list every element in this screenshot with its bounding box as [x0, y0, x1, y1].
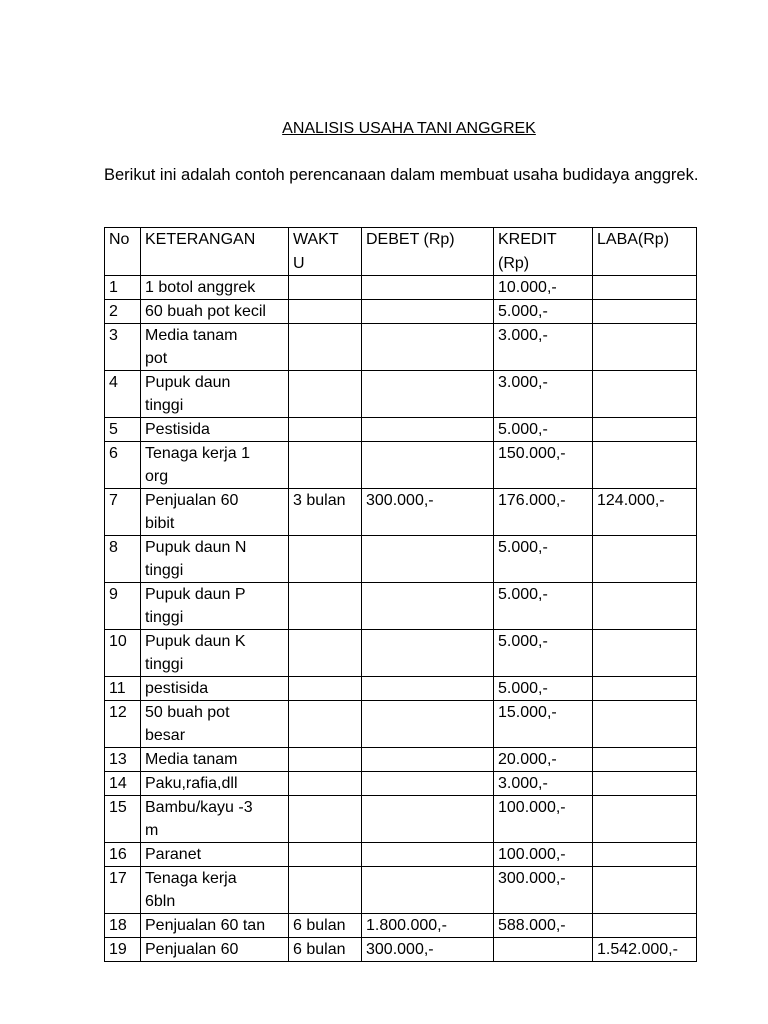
- cell-keterangan-line: bibit: [145, 515, 175, 532]
- cell-keterangan-line: besar: [145, 727, 186, 744]
- table-row: [105, 843, 697, 867]
- table-row: [105, 796, 697, 843]
- intro-paragraph: Berikut ini adalah contoh perencanaan dalam membuat usaha budidaya anggrek.: [104, 166, 699, 184]
- cell-debet: [362, 677, 494, 701]
- cell-keterangan: [141, 371, 289, 418]
- cell-keterangan: [141, 843, 289, 867]
- cell-debet: [362, 583, 494, 630]
- table-row: [105, 442, 697, 489]
- table-row: [105, 938, 697, 962]
- cell-laba: [593, 677, 697, 701]
- cell-no: 5: [105, 418, 141, 442]
- cell-waktu: [289, 701, 362, 748]
- cell-waktu: [289, 442, 362, 489]
- cell-no: 1: [105, 276, 141, 300]
- cell-kredit: 3.000,-: [494, 371, 593, 418]
- header-keterangan: KETERANGAN: [141, 228, 289, 276]
- cell-laba: [593, 748, 697, 772]
- cell-no: 6: [105, 442, 141, 489]
- cell-keterangan-line: tinggi: [145, 562, 184, 579]
- header-laba: LABA(Rp): [593, 228, 697, 276]
- cell-laba: [593, 796, 697, 843]
- header-waktu-line: U: [293, 254, 305, 272]
- cell-kredit: 15.000,-: [494, 701, 593, 748]
- header-kredit: [494, 228, 593, 276]
- table-row: [105, 489, 697, 536]
- table-row: [105, 300, 697, 324]
- cell-keterangan: [141, 300, 289, 324]
- cell-keterangan-line: Media tanam: [145, 751, 238, 768]
- header-debet: DEBET (Rp): [362, 228, 494, 276]
- cell-laba: [593, 843, 697, 867]
- cell-laba: [593, 583, 697, 630]
- cell-kredit: 176.000,-: [494, 489, 593, 536]
- cell-debet: [362, 300, 494, 324]
- table-header-row: [105, 228, 697, 276]
- cell-kredit: 5.000,-: [494, 630, 593, 677]
- cell-laba: [593, 276, 697, 300]
- cell-waktu: [289, 748, 362, 772]
- cell-no: 15: [105, 796, 141, 843]
- cell-keterangan: [141, 796, 289, 843]
- cell-keterangan: [141, 630, 289, 677]
- cell-no: 7: [105, 489, 141, 536]
- cell-debet: [362, 867, 494, 914]
- cell-keterangan-line: 1 botol anggrek: [145, 279, 256, 296]
- cell-kredit: 150.000,-: [494, 442, 593, 489]
- cell-keterangan-line: tinggi: [145, 609, 184, 626]
- cell-waktu: [289, 772, 362, 796]
- cell-debet: [362, 324, 494, 371]
- cell-laba: [593, 914, 697, 938]
- cell-no: 18: [105, 914, 141, 938]
- cell-no: 11: [105, 677, 141, 701]
- cell-keterangan-line: 6bln: [145, 893, 176, 910]
- cell-no: 12: [105, 701, 141, 748]
- cell-laba: 124.000,-: [593, 489, 697, 536]
- cell-keterangan-line: Pestisida: [145, 421, 210, 438]
- cell-keterangan: [141, 324, 289, 371]
- cell-kredit: 3.000,-: [494, 772, 593, 796]
- cell-keterangan-line: Media tanam: [145, 327, 238, 344]
- cell-no: 2: [105, 300, 141, 324]
- header-no: No: [105, 228, 141, 276]
- cell-keterangan-line: org: [145, 468, 169, 485]
- cell-keterangan: [141, 677, 289, 701]
- cell-keterangan-line: Paranet: [145, 846, 202, 863]
- cell-debet: [362, 796, 494, 843]
- table-row: [105, 371, 697, 418]
- cell-keterangan: [141, 276, 289, 300]
- cell-debet: [362, 371, 494, 418]
- cell-debet: [362, 536, 494, 583]
- cell-waktu: [289, 536, 362, 583]
- cell-laba: [593, 324, 697, 371]
- cell-keterangan-line: Pupuk daun: [145, 374, 231, 391]
- cell-keterangan-line: m: [145, 822, 159, 839]
- header-kredit-line: (Rp): [498, 254, 530, 272]
- cell-keterangan: [141, 536, 289, 583]
- cell-keterangan-line: tinggi: [145, 397, 184, 414]
- cell-laba: [593, 418, 697, 442]
- cell-keterangan: [141, 772, 289, 796]
- document-title: ANALISIS USAHA TANI ANGGREK: [282, 120, 536, 137]
- cell-no: 16: [105, 843, 141, 867]
- table-row: [105, 914, 697, 938]
- cell-kredit: 588.000,-: [494, 914, 593, 938]
- cell-waktu: 6 bulan: [289, 914, 362, 938]
- cell-waktu: [289, 677, 362, 701]
- cell-debet: 300.000,-: [362, 489, 494, 536]
- cell-no: 14: [105, 772, 141, 796]
- cell-waktu: [289, 324, 362, 371]
- cell-keterangan-line: Pupuk daun P: [145, 586, 246, 603]
- cell-keterangan-line: pot: [145, 350, 168, 367]
- table-row: [105, 677, 697, 701]
- cell-laba: [593, 701, 697, 748]
- cell-debet: [362, 276, 494, 300]
- cell-keterangan: [141, 442, 289, 489]
- cell-keterangan: [141, 867, 289, 914]
- cell-laba: 1.542.000,-: [593, 938, 697, 962]
- cell-debet: [362, 418, 494, 442]
- cell-no: 13: [105, 748, 141, 772]
- cell-waktu: [289, 371, 362, 418]
- cell-keterangan-line: Tenaga kerja: [145, 870, 237, 887]
- header-kredit-line: KREDIT: [498, 231, 557, 248]
- cell-kredit: 100.000,-: [494, 843, 593, 867]
- cell-keterangan: [141, 701, 289, 748]
- cell-no: 17: [105, 867, 141, 914]
- cell-waktu: [289, 796, 362, 843]
- cell-keterangan-line: Penjualan 60 tan: [145, 917, 266, 934]
- cell-waktu: [289, 276, 362, 300]
- cell-laba: [593, 536, 697, 583]
- cell-kredit: 300.000,-: [494, 867, 593, 914]
- table-row: [105, 630, 697, 677]
- cell-waktu: [289, 418, 362, 442]
- cell-kredit: 5.000,-: [494, 536, 593, 583]
- table-row: [105, 536, 697, 583]
- cell-no: 10: [105, 630, 141, 677]
- cell-keterangan-line: Pupuk daun N: [145, 539, 247, 556]
- cell-keterangan-line: Bambu/kayu -3: [145, 799, 253, 816]
- table-row: [105, 276, 697, 300]
- cell-keterangan-line: Pupuk daun K: [145, 633, 246, 650]
- cell-kredit: 5.000,-: [494, 418, 593, 442]
- cell-laba: [593, 867, 697, 914]
- cell-no: 3: [105, 324, 141, 371]
- table-row: [105, 772, 697, 796]
- cell-kredit: 3.000,-: [494, 324, 593, 371]
- cell-no: 9: [105, 583, 141, 630]
- cell-keterangan-line: pestisida: [145, 680, 209, 697]
- cell-kredit: 100.000,-: [494, 796, 593, 843]
- cell-waktu: [289, 843, 362, 867]
- cell-kredit: 10.000,-: [494, 276, 593, 300]
- cell-waktu: 6 bulan: [289, 938, 362, 962]
- cell-kredit: 5.000,-: [494, 677, 593, 701]
- cell-debet: [362, 772, 494, 796]
- cell-debet: [362, 630, 494, 677]
- cell-keterangan-line: 60 buah pot kecil: [145, 303, 266, 320]
- cell-debet: 300.000,-: [362, 938, 494, 962]
- cell-debet: [362, 843, 494, 867]
- cell-laba: [593, 772, 697, 796]
- header-waktu-line: WAKT: [293, 231, 339, 248]
- cell-keterangan: [141, 748, 289, 772]
- analysis-table: [104, 227, 697, 962]
- cell-waktu: [289, 867, 362, 914]
- cell-debet: [362, 748, 494, 772]
- cell-no: 19: [105, 938, 141, 962]
- cell-waktu: 3 bulan: [289, 489, 362, 536]
- cell-debet: [362, 701, 494, 748]
- analysis-table-body: [105, 228, 697, 962]
- header-waktu: [289, 228, 362, 276]
- cell-keterangan: [141, 914, 289, 938]
- cell-keterangan: [141, 583, 289, 630]
- cell-keterangan-line: Penjualan 60: [145, 941, 239, 958]
- cell-waktu: [289, 630, 362, 677]
- cell-no: 4: [105, 371, 141, 418]
- cell-waktu: [289, 300, 362, 324]
- cell-kredit: 5.000,-: [494, 583, 593, 630]
- table-row: [105, 701, 697, 748]
- cell-keterangan: [141, 938, 289, 962]
- cell-laba: [593, 300, 697, 324]
- cell-keterangan-line: Penjualan 60: [145, 492, 239, 509]
- table-row: [105, 418, 697, 442]
- cell-kredit: [494, 938, 593, 962]
- cell-kredit: 20.000,-: [494, 748, 593, 772]
- cell-keterangan-line: Tenaga kerja 1: [145, 445, 250, 462]
- cell-debet: 1.800.000,-: [362, 914, 494, 938]
- cell-debet: [362, 442, 494, 489]
- cell-keterangan-line: Paku,rafia,dll: [145, 775, 238, 792]
- cell-laba: [593, 630, 697, 677]
- cell-no: 8: [105, 536, 141, 583]
- cell-keterangan: [141, 418, 289, 442]
- table-row: [105, 748, 697, 772]
- cell-laba: [593, 442, 697, 489]
- cell-keterangan-line: 50 buah pot: [145, 704, 230, 721]
- table-row: [105, 583, 697, 630]
- cell-keterangan-line: tinggi: [145, 656, 184, 673]
- table-row: [105, 867, 697, 914]
- cell-laba: [593, 371, 697, 418]
- table-row: [105, 324, 697, 371]
- cell-waktu: [289, 583, 362, 630]
- cell-kredit: 5.000,-: [494, 300, 593, 324]
- cell-keterangan: [141, 489, 289, 536]
